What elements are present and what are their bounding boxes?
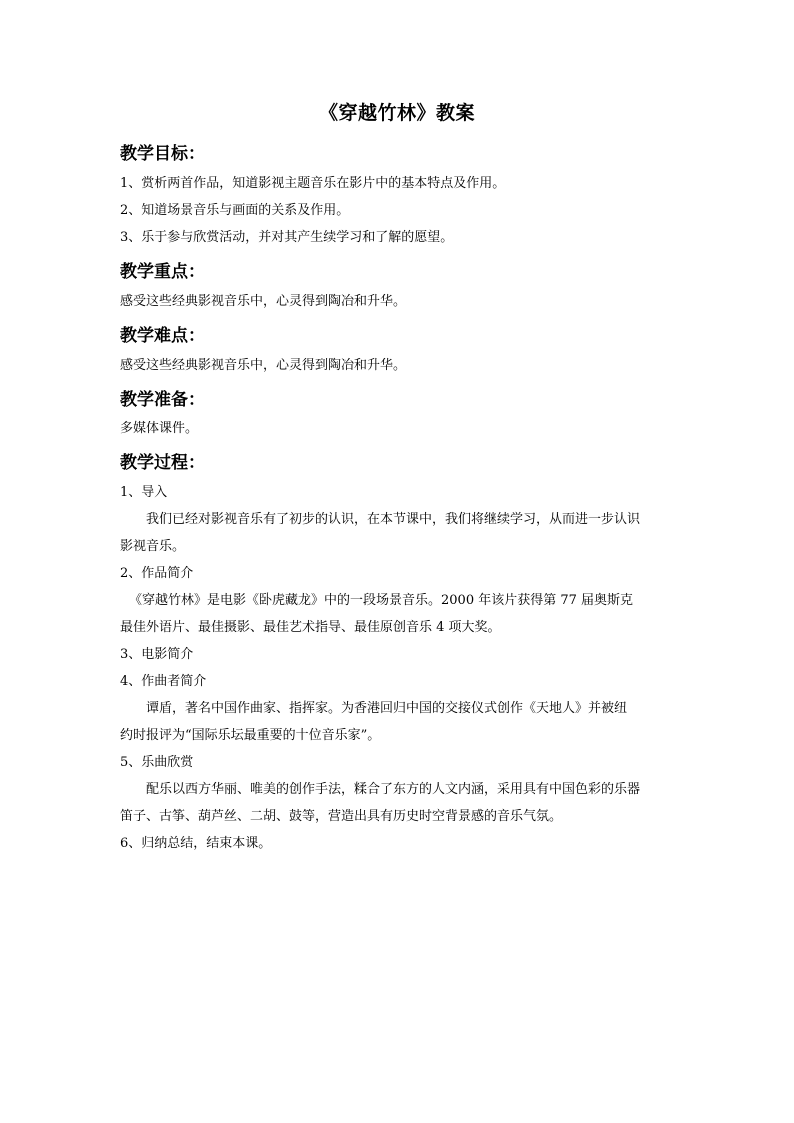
process-step-1-text-line-1: 我们已经对影视音乐有了初步的认识，在本节课中，我们将继续学习，从而进一步认识 [146,512,641,527]
process-step-5-text-line-2: 笛子、古筝、葫芦丝、二胡、鼓等，营造出具有历史时空背景感的音乐气氛。 [120,809,563,824]
heading-key-points: 教学重点： [120,262,205,282]
process-step-6-title: 6、归纳总结，结束本课。 [120,836,272,851]
heading-preparation: 教学准备： [120,390,205,410]
process-step-5-text-line-1: 配乐以西方华丽、唯美的创作手法，糅合了东方的人文内涵，采用具有中国色彩的乐器 [146,782,641,797]
process-step-4-title: 4、作曲者简介 [120,674,207,689]
process-step-2-title: 2、作品简介 [120,566,194,581]
document-title: 《穿越竹林》教案 [318,102,475,124]
process-step-2-text-line-1: 《穿越竹林》是电影《卧虎藏龙》中的一段场景音乐。2000 年该片获得第 77 届奥斯克 [129,593,634,608]
process-step-1-title: 1、导入 [120,485,168,500]
process-step-3-title: 3、电影简介 [120,647,194,662]
goal-item-3: 3、乐于参与欣赏活动，并对其产生续学习和了解的愿望。 [120,230,454,245]
key-points-text: 感受这些经典影视音乐中，心灵得到陶冶和升华。 [120,294,407,309]
process-step-4-text-line-2: 约时报评为“国际乐坛最重要的十位音乐家”。 [120,728,381,743]
heading-difficulties: 教学难点： [120,326,205,346]
process-step-5-title: 5、乐曲欣赏 [120,755,194,770]
process-step-4-text-line-1: 谭盾，著名中国作曲家、指挥家。为香港回归中国的交接仪式创作《天地人》并被纽 [146,701,628,716]
heading-goals: 教学目标： [120,144,205,164]
preparation-text: 多媒体课件。 [120,421,199,436]
goal-item-2: 2、知道场景音乐与画面的关系及作用。 [120,203,350,218]
difficulties-text: 感受这些经典影视音乐中，心灵得到陶冶和升华。 [120,358,407,373]
goal-item-1: 1、赏析两首作品，知道影视主题音乐在影片中的基本特点及作用。 [120,176,506,191]
process-step-2-text-line-2: 最佳外语片、最佳摄影、最佳艺术指导、最佳原创音乐 4 项大奖。 [120,620,501,635]
heading-process: 教学过程： [120,453,205,473]
process-step-1-text-line-2: 影视音乐。 [120,539,186,554]
